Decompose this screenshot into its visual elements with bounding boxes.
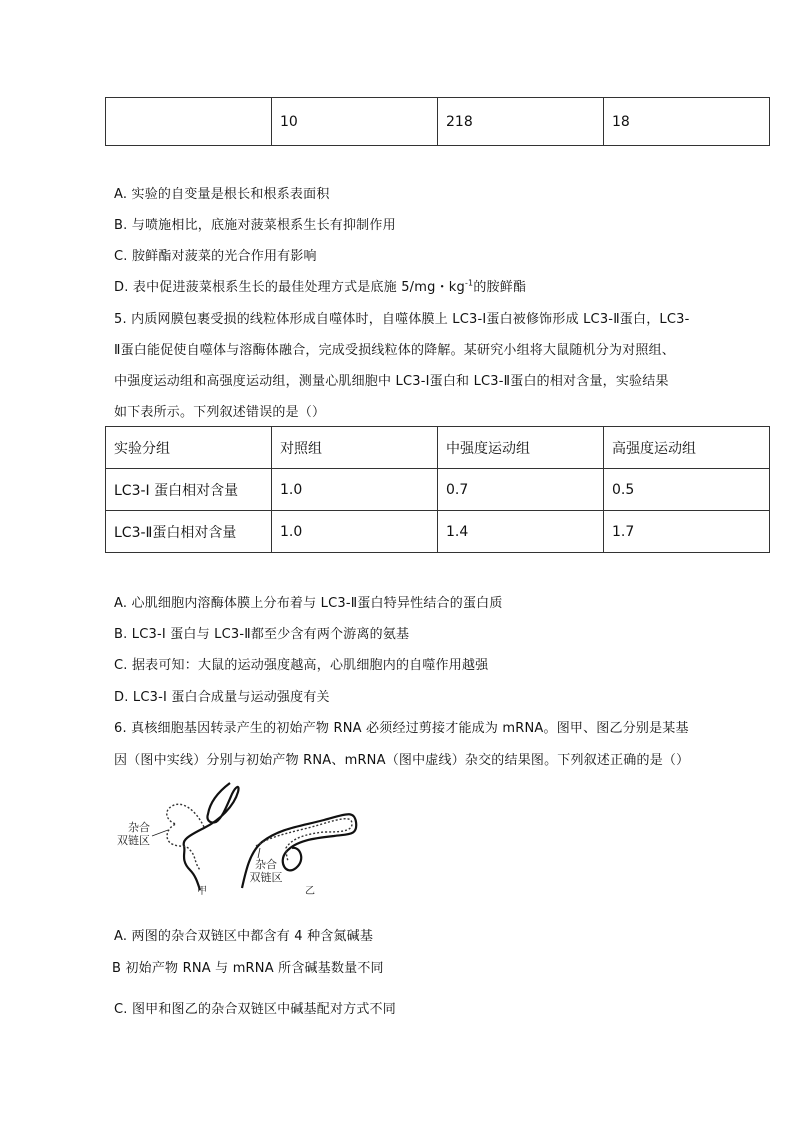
figure-jia — [117, 783, 239, 895]
q5-stem-line: 5. 内质网膜包裹受损的线粒体形成自噬体时，自噬体膜上 LC3-Ⅰ蛋白被修饰形成 LC3-Ⅱ蛋白，LC3- — [114, 312, 690, 327]
q4-option-d — [114, 276, 526, 295]
q4-option-d-sup: -1 — [464, 278, 474, 288]
table-row — [106, 511, 770, 553]
table-header-cell: 实验分组 — [106, 427, 272, 469]
q5-option-d: D. LC3-I 蛋白合成量与运动强度有关 — [114, 690, 330, 705]
table-cell: 10 — [272, 98, 438, 146]
q5-data-table — [105, 426, 770, 553]
q4-option-c: C. 胺鲜酯对菠菜的光合作用有影响 — [114, 249, 317, 264]
table-row — [106, 98, 770, 146]
table-cell: 1.4 — [438, 511, 604, 553]
table-cell: LC3-Ⅱ蛋白相对含量 — [106, 511, 272, 553]
table-cell: 18 — [604, 98, 770, 146]
q6-option-b: B 初始产物 RNA 与 mRNA 所含碱基数量不同 — [112, 961, 384, 976]
q6-option-c: C. 图甲和图乙的杂合双链区中碱基配对方式不同 — [114, 1002, 396, 1017]
q4-option-d-tail: 的胺鲜酯 — [473, 280, 527, 295]
table-cell: 218 — [438, 98, 604, 146]
pointer-left — [152, 830, 168, 836]
q5-option-b: B. LC3-I 蛋白与 LC3-Ⅱ都至少含有两个游离的氨基 — [114, 627, 410, 642]
q4-option-b: B. 与喷施相比，底施对菠菜根系生长有抑制作用 — [114, 218, 396, 233]
figure-yi — [242, 814, 356, 895]
table-cell: 1.0 — [272, 469, 438, 511]
table-cell: 1.0 — [272, 511, 438, 553]
q5-option-a: A. 心肌细胞内溶酶体膜上分布着与 LC3-Ⅱ蛋白特异性结合的蛋白质 — [114, 596, 503, 611]
q4-option-a: A. 实验的自变量是根长和根系表面积 — [114, 187, 330, 202]
table-row — [106, 469, 770, 511]
table-header-cell: 高强度运动组 — [604, 427, 770, 469]
caption-jia: 甲 — [197, 886, 207, 895]
q5-stem-line: 如下表所示。下列叙述错误的是（） — [114, 405, 326, 420]
label-right-1: 杂合 — [255, 858, 277, 871]
label-right-2: 双链区 — [249, 871, 283, 884]
label-left-1: 杂合 — [128, 821, 150, 834]
q5-stem-line: 中强度运动组和高强度运动组，测量心肌细胞中 LC3-Ⅰ蛋白和 LC3-Ⅱ蛋白的相对含量，实验结果 — [114, 374, 669, 389]
table-header-row — [106, 427, 770, 469]
table-cell: 1.7 — [604, 511, 770, 553]
label-left-2: 双链区 — [117, 834, 150, 847]
gene-solid-line — [184, 783, 239, 890]
table-cell: 0.7 — [438, 469, 604, 511]
q6-stem-line: 因（图中实线）分别与初始产物 RNA、mRNA（图中虚线）杂交的结果图。下列叙述正确的是（） — [114, 753, 690, 768]
table-cell — [106, 98, 272, 146]
table-top-continuation — [105, 97, 770, 146]
hybridization-figure — [110, 780, 380, 895]
table-cell: LC3-I 蛋白相对含量 — [106, 469, 272, 511]
table-cell: 0.5 — [604, 469, 770, 511]
q6-option-a: A. 两图的杂合双链区中都含有 4 种含氮碱基 — [114, 929, 374, 944]
table-header-cell: 中强度运动组 — [438, 427, 604, 469]
q5-option-c: C. 据表可知：大鼠的运动强度越高，心肌细胞内的自噬作用越强 — [114, 658, 489, 673]
caption-yi: 乙 — [305, 886, 315, 895]
pointer-right — [258, 848, 260, 858]
q4-option-d-text: D. 表中促进菠菜根系生长的最佳处理方式是底施 5/mg・kg — [114, 280, 465, 295]
q6-stem-line: 6. 真核细胞基因转录产生的初始产物 RNA 必须经过剪接才能成为 mRNA。图甲、图乙分别是某基 — [114, 721, 689, 736]
table-header-cell: 对照组 — [272, 427, 438, 469]
q5-stem-line: Ⅱ蛋白能促使自噬体与溶酶体融合，完成受损线粒体的降解。某研究小组将大鼠随机分为对照组、 — [114, 343, 675, 358]
